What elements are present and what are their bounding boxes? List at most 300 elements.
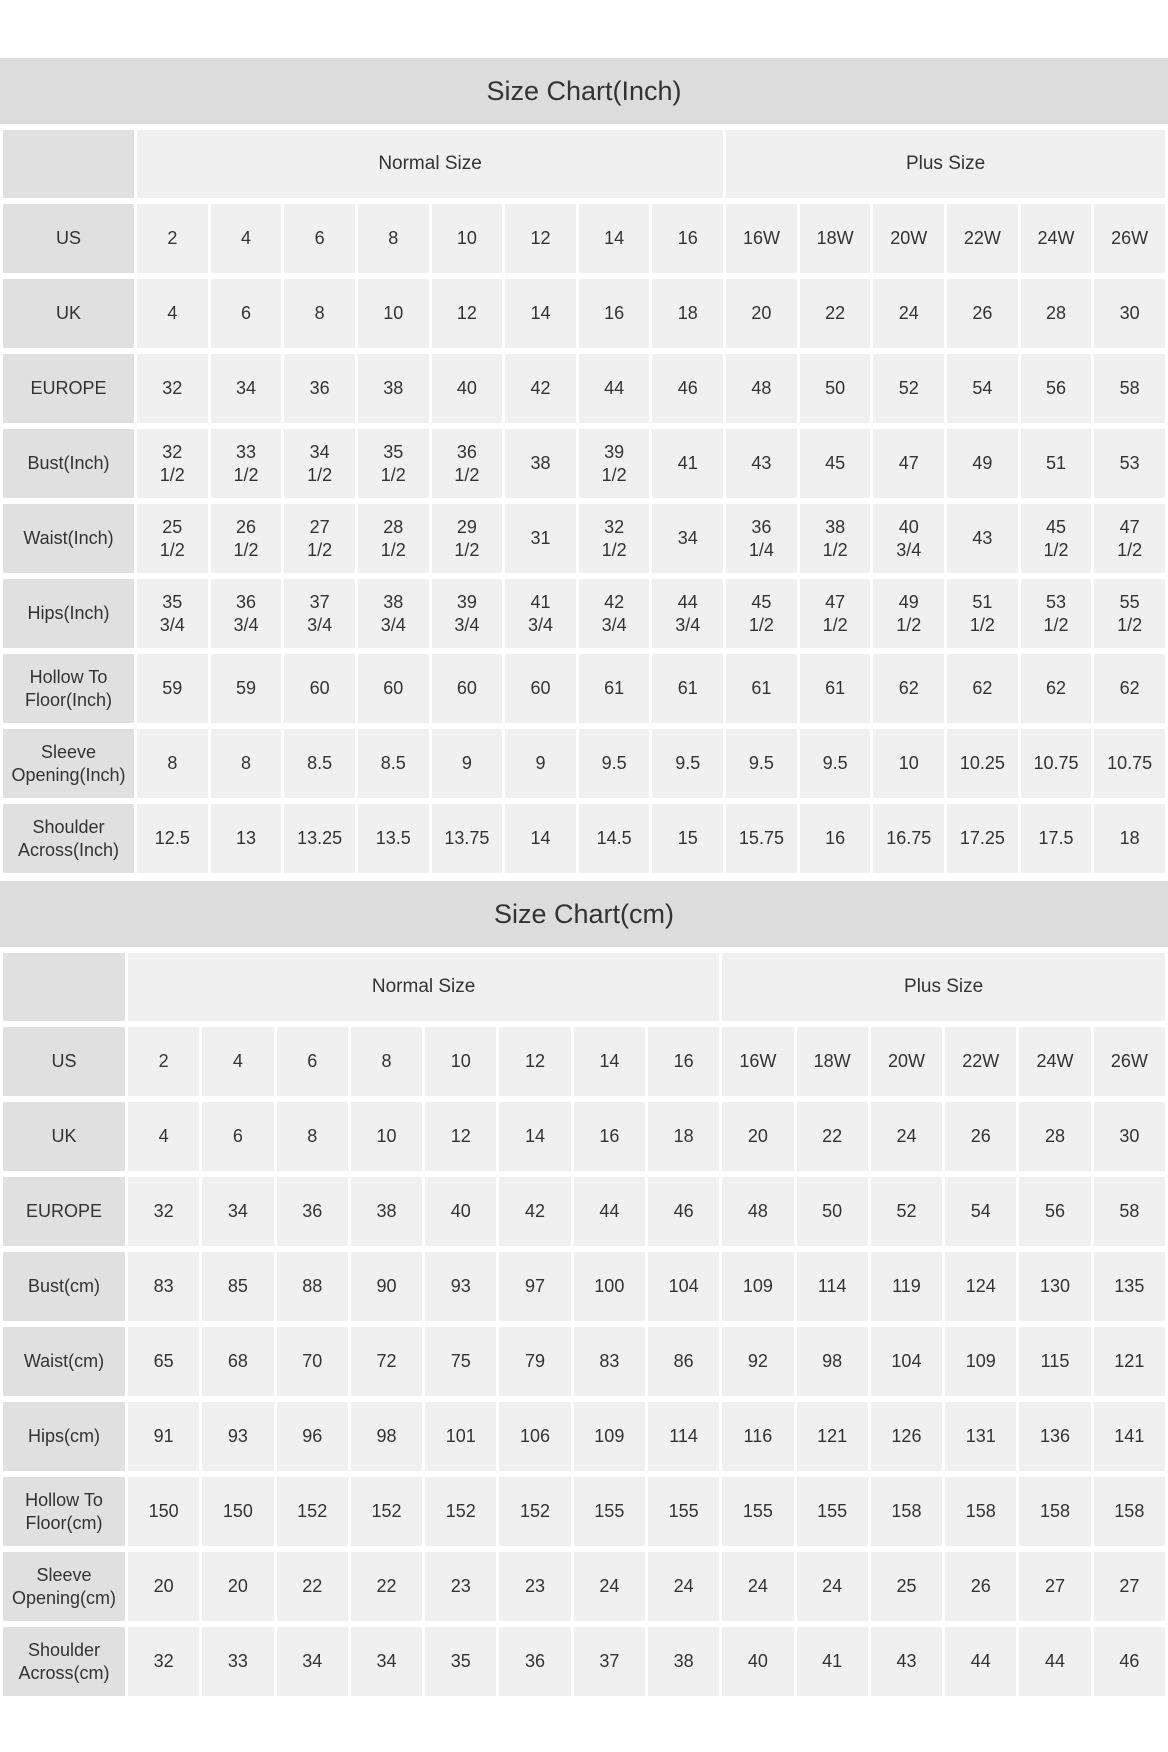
size-cell: 14 [505,279,576,348]
size-cell: 27 1/2 [284,504,355,573]
size-cell: 14 [499,1102,570,1171]
size-cell: 43 [726,429,797,498]
size-cell: 141 [1094,1402,1165,1471]
table-row [3,1627,1165,1696]
size-cell: 23 [499,1552,570,1621]
size-cell: 26 [945,1102,1016,1171]
size-cell: 9 [432,729,503,798]
size-cell: 49 1/2 [873,579,944,648]
table-row [3,504,1165,573]
size-cell: 51 1/2 [947,579,1018,648]
size-cell: 109 [945,1327,1016,1396]
size-cell: 24 [648,1552,719,1621]
size-cell: 47 1/2 [1094,504,1165,573]
size-cell: 45 1/2 [726,579,797,648]
size-cell: 26W [1094,204,1165,273]
size-cell: 33 [202,1627,273,1696]
size-cell: 40 3/4 [873,504,944,573]
row-label: Bust(cm) [3,1252,125,1321]
size-cell: 2 [137,204,208,273]
group-header-normal-size: Normal Size [137,130,723,198]
size-cell: 30 [1094,1102,1165,1171]
size-cell: 28 [1019,1102,1090,1171]
size-cell: 39 3/4 [432,579,503,648]
table-row [3,1552,1165,1621]
size-cell: 12 [505,204,576,273]
size-cell: 152 [277,1477,348,1546]
size-cell: 12 [425,1102,496,1171]
size-cell: 10 [873,729,944,798]
row-label: UK [3,279,134,348]
size-cell: 44 3/4 [652,579,723,648]
size-charts-page [0,58,1168,1702]
size-cell: 18 [652,279,723,348]
size-cell: 39 1/2 [579,429,650,498]
size-cell: 61 [800,654,871,723]
size-cell: 9.5 [579,729,650,798]
size-cell: 109 [722,1252,793,1321]
size-cell: 121 [797,1402,868,1471]
size-cell: 9.5 [726,729,797,798]
size-cell: 124 [945,1252,1016,1321]
size-cell: 8 [137,729,208,798]
size-cell: 35 1/2 [358,429,429,498]
size-cell: 10.25 [947,729,1018,798]
size-cell: 32 1/2 [579,504,650,573]
group-header-plus-size: Plus Size [722,953,1165,1021]
size-cell: 46 [1094,1627,1165,1696]
size-cell: 93 [202,1402,273,1471]
size-cell: 22 [277,1552,348,1621]
size-cell: 61 [726,654,797,723]
table-row [3,1252,1165,1321]
row-label: EUROPE [3,354,134,423]
size-cell: 27 [1094,1552,1165,1621]
size-cell: 152 [425,1477,496,1546]
table-row [3,354,1165,423]
size-cell: 48 [726,354,797,423]
size-cell: 8 [351,1027,422,1096]
size-cell: 9.5 [800,729,871,798]
size-cell: 121 [1094,1327,1165,1396]
size-cell: 50 [800,354,871,423]
size-cell: 58 [1094,1177,1165,1246]
row-label: EUROPE [3,1177,125,1246]
table-row [3,1102,1165,1171]
size-cell: 152 [351,1477,422,1546]
table-row [3,1027,1165,1096]
size-cell: 86 [648,1327,719,1396]
size-cell: 54 [947,354,1018,423]
size-cell: 20W [873,204,944,273]
size-cell: 16 [579,279,650,348]
table-row [3,1477,1165,1546]
table-row [3,279,1165,348]
size-cell: 9 [505,729,576,798]
size-cell: 17.5 [1021,804,1092,873]
size-cell: 62 [1021,654,1092,723]
size-cell: 36 1/4 [726,504,797,573]
size-cell: 60 [358,654,429,723]
size-cell: 115 [1019,1327,1090,1396]
size-cell: 26 [945,1552,1016,1621]
size-cell: 15 [652,804,723,873]
size-cell: 10 [351,1102,422,1171]
size-cell: 53 1/2 [1021,579,1092,648]
size-cell: 8 [358,204,429,273]
size-cell: 46 [652,354,723,423]
size-cell: 58 [1094,354,1165,423]
size-cell: 34 [351,1627,422,1696]
size-cell: 29 1/2 [432,504,503,573]
size-cell: 88 [277,1252,348,1321]
size-cell: 14 [579,204,650,273]
row-label: Hollow To Floor(Inch) [3,654,134,723]
size-cell: 24 [871,1102,942,1171]
size-cell: 155 [797,1477,868,1546]
size-cell: 25 1/2 [137,504,208,573]
size-cell: 104 [648,1252,719,1321]
size-cell: 49 [947,429,1018,498]
size-cell: 20W [871,1027,942,1096]
size-cell: 109 [574,1402,645,1471]
size-cell: 25 [871,1552,942,1621]
size-cell: 98 [351,1402,422,1471]
size-cell: 6 [284,204,355,273]
size-cell: 2 [128,1027,199,1096]
size-cell: 47 1/2 [800,579,871,648]
size-cell: 6 [211,279,282,348]
size-cell: 8 [211,729,282,798]
size-cell: 130 [1019,1252,1090,1321]
size-cell: 12 [499,1027,570,1096]
size-cell: 56 [1019,1177,1090,1246]
size-cell: 116 [722,1402,793,1471]
size-cell: 32 [128,1627,199,1696]
size-cell: 10 [425,1027,496,1096]
corner-cell [3,130,134,198]
size-cell: 65 [128,1327,199,1396]
size-cell: 106 [499,1402,570,1471]
size-cell: 155 [574,1477,645,1546]
size-cell: 16 [648,1027,719,1096]
size-cell: 41 [797,1627,868,1696]
size-cell: 72 [351,1327,422,1396]
size-cell: 40 [722,1627,793,1696]
size-cell: 136 [1019,1402,1090,1471]
size-cell: 4 [211,204,282,273]
size-cell: 158 [945,1477,1016,1546]
table-row [3,579,1165,648]
table-row [3,1177,1165,1246]
size-cell: 14 [574,1027,645,1096]
size-cell: 52 [871,1177,942,1246]
size-cell: 6 [277,1027,348,1096]
size-cell: 24 [797,1552,868,1621]
size-cell: 34 [652,504,723,573]
size-cell: 16W [722,1027,793,1096]
size-cell: 38 [358,354,429,423]
size-cell: 31 [505,504,576,573]
size-cell: 38 [648,1627,719,1696]
table-row [3,729,1165,798]
size-cell: 90 [351,1252,422,1321]
size-cell: 44 [945,1627,1016,1696]
size-cell: 155 [648,1477,719,1546]
size-cell: 36 [277,1177,348,1246]
size-cell: 60 [284,654,355,723]
size-cell: 158 [1019,1477,1090,1546]
size-cell: 45 [800,429,871,498]
size-cell: 83 [128,1252,199,1321]
size-cell: 38 [351,1177,422,1246]
size-cell: 97 [499,1252,570,1321]
size-cell: 104 [871,1327,942,1396]
size-cell: 22 [800,279,871,348]
size-cell: 28 1/2 [358,504,429,573]
group-header-row [3,130,1165,198]
size-cell: 62 [873,654,944,723]
table-row [3,1402,1165,1471]
size-cell: 23 [425,1552,496,1621]
size-cell: 12.5 [137,804,208,873]
size-cell: 37 3/4 [284,579,355,648]
group-header-normal-size: Normal Size [128,953,719,1021]
size-cell: 24 [722,1552,793,1621]
corner-cell [3,953,125,1021]
size-cell: 59 [137,654,208,723]
size-cell: 20 [128,1552,199,1621]
size-cell: 16 [652,204,723,273]
size-cell: 126 [871,1402,942,1471]
size-cell: 68 [202,1327,273,1396]
size-cell: 44 [574,1177,645,1246]
size-cell: 26W [1094,1027,1165,1096]
size-cell: 26 1/2 [211,504,282,573]
size-cell: 61 [652,654,723,723]
size-cell: 18 [648,1102,719,1171]
size-cell: 20 [722,1102,793,1171]
size-cell: 32 1/2 [137,429,208,498]
size-cell: 20 [202,1552,273,1621]
size-cell: 158 [871,1477,942,1546]
size-cell: 96 [277,1402,348,1471]
size-cell: 53 [1094,429,1165,498]
size-cell: 51 [1021,429,1092,498]
row-label: Shoulder Across(cm) [3,1627,125,1696]
size-cell: 34 1/2 [284,429,355,498]
size-chart-inch-title: Size Chart(Inch) [0,58,1168,124]
row-label: Hips(cm) [3,1402,125,1471]
size-cell: 16 [574,1102,645,1171]
size-cell: 135 [1094,1252,1165,1321]
row-label: Waist(Inch) [3,504,134,573]
size-cell: 55 1/2 [1094,579,1165,648]
table-row [3,204,1165,273]
size-cell: 100 [574,1252,645,1321]
size-cell: 24 [873,279,944,348]
size-cell: 152 [499,1477,570,1546]
size-cell: 42 [505,354,576,423]
size-cell: 59 [211,654,282,723]
size-cell: 54 [945,1177,1016,1246]
size-table-inch [0,124,1168,879]
size-cell: 18W [797,1027,868,1096]
size-chart-cm-section [0,881,1168,1702]
size-cell: 10.75 [1021,729,1092,798]
size-cell: 85 [202,1252,273,1321]
size-cell: 13.5 [358,804,429,873]
size-cell: 114 [797,1252,868,1321]
row-label: Waist(cm) [3,1327,125,1396]
size-cell: 22W [945,1027,1016,1096]
size-cell: 6 [202,1102,273,1171]
size-cell: 61 [579,654,650,723]
size-cell: 83 [574,1327,645,1396]
size-cell: 10 [432,204,503,273]
size-cell: 15.75 [726,804,797,873]
size-cell: 48 [722,1177,793,1246]
size-cell: 60 [505,654,576,723]
size-cell: 35 [425,1627,496,1696]
row-label: Bust(Inch) [3,429,134,498]
row-label: Sleeve Opening(Inch) [3,729,134,798]
size-table-cm [0,947,1168,1702]
size-chart-inch-section [0,58,1168,879]
size-cell: 32 [128,1177,199,1246]
size-cell: 45 1/2 [1021,504,1092,573]
size-cell: 38 1/2 [800,504,871,573]
table-row [3,1327,1165,1396]
size-cell: 150 [128,1477,199,1546]
size-cell: 40 [432,354,503,423]
size-cell: 28 [1021,279,1092,348]
size-cell: 93 [425,1252,496,1321]
size-cell: 34 [202,1177,273,1246]
row-label: US [3,1027,125,1096]
group-header-plus-size: Plus Size [726,130,1165,198]
size-cell: 155 [722,1477,793,1546]
size-cell: 36 [499,1627,570,1696]
row-label: Hollow To Floor(cm) [3,1477,125,1546]
size-cell: 4 [128,1102,199,1171]
size-cell: 16W [726,204,797,273]
size-cell: 119 [871,1252,942,1321]
size-cell: 98 [797,1327,868,1396]
size-cell: 52 [873,354,944,423]
size-cell: 17.25 [947,804,1018,873]
size-cell: 56 [1021,354,1092,423]
size-cell: 79 [499,1327,570,1396]
size-cell: 158 [1094,1477,1165,1546]
size-cell: 34 [211,354,282,423]
size-cell: 46 [648,1177,719,1246]
table-row [3,804,1165,873]
size-cell: 41 [652,429,723,498]
size-cell: 36 3/4 [211,579,282,648]
size-cell: 14 [505,804,576,873]
row-label: Shoulder Across(Inch) [3,804,134,873]
size-cell: 43 [947,504,1018,573]
size-cell: 24 [574,1552,645,1621]
size-cell: 30 [1094,279,1165,348]
size-cell: 8.5 [284,729,355,798]
size-cell: 16 [800,804,871,873]
size-cell: 91 [128,1402,199,1471]
size-cell: 114 [648,1402,719,1471]
size-cell: 33 1/2 [211,429,282,498]
size-cell: 4 [137,279,208,348]
size-cell: 50 [797,1177,868,1246]
size-cell: 62 [1094,654,1165,723]
size-cell: 131 [945,1402,1016,1471]
size-cell: 60 [432,654,503,723]
size-cell: 18W [800,204,871,273]
row-label: Sleeve Opening(cm) [3,1552,125,1621]
size-cell: 14.5 [579,804,650,873]
size-cell: 22W [947,204,1018,273]
size-cell: 16.75 [873,804,944,873]
table-row [3,429,1165,498]
size-cell: 13 [211,804,282,873]
size-cell: 4 [202,1027,273,1096]
size-cell: 44 [579,354,650,423]
size-cell: 24W [1021,204,1092,273]
row-label: UK [3,1102,125,1171]
size-chart-cm-title: Size Chart(cm) [0,881,1168,947]
size-cell: 24W [1019,1027,1090,1096]
size-cell: 38 [505,429,576,498]
size-cell: 42 3/4 [579,579,650,648]
size-cell: 75 [425,1327,496,1396]
size-cell: 44 [1019,1627,1090,1696]
size-cell: 40 [425,1177,496,1246]
row-label: US [3,204,134,273]
size-cell: 22 [797,1102,868,1171]
size-cell: 8 [277,1102,348,1171]
size-cell: 18 [1094,804,1165,873]
size-cell: 42 [499,1177,570,1246]
size-cell: 37 [574,1627,645,1696]
size-cell: 12 [432,279,503,348]
size-cell: 9.5 [652,729,723,798]
size-cell: 35 3/4 [137,579,208,648]
size-cell: 38 3/4 [358,579,429,648]
size-cell: 36 1/2 [432,429,503,498]
size-cell: 36 [284,354,355,423]
size-cell: 13.75 [432,804,503,873]
size-cell: 8.5 [358,729,429,798]
group-header-row [3,953,1165,1021]
size-cell: 13.25 [284,804,355,873]
row-label: Hips(Inch) [3,579,134,648]
size-cell: 62 [947,654,1018,723]
size-cell: 8 [284,279,355,348]
size-cell: 101 [425,1402,496,1471]
size-cell: 70 [277,1327,348,1396]
size-cell: 22 [351,1552,422,1621]
table-row [3,654,1165,723]
size-cell: 47 [873,429,944,498]
size-cell: 92 [722,1327,793,1396]
size-cell: 32 [137,354,208,423]
size-cell: 10.75 [1094,729,1165,798]
size-cell: 20 [726,279,797,348]
size-cell: 10 [358,279,429,348]
size-cell: 34 [277,1627,348,1696]
size-cell: 26 [947,279,1018,348]
size-cell: 43 [871,1627,942,1696]
